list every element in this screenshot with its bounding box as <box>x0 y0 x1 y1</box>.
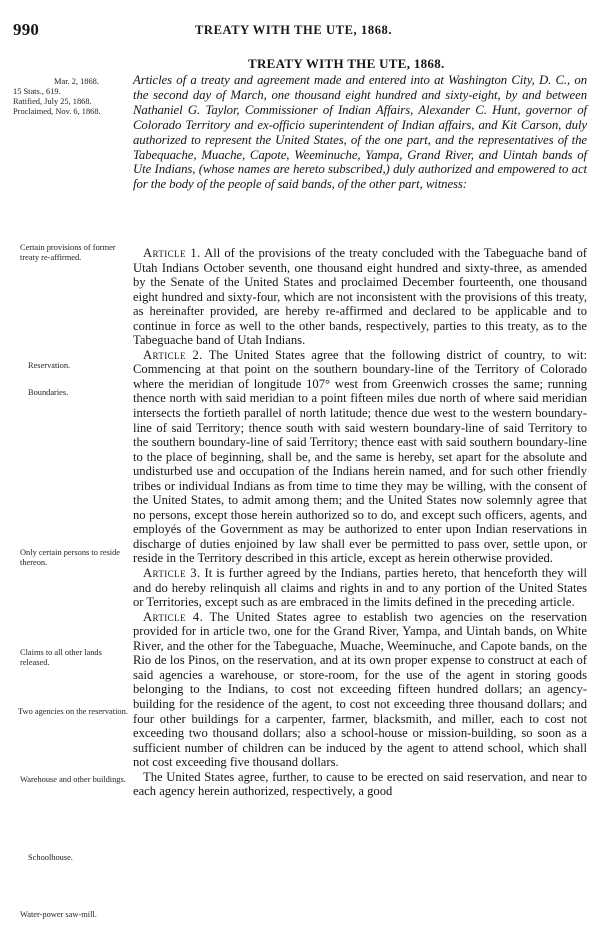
side-note: Two agencies on the reservation. <box>18 707 128 716</box>
page-number: 990 <box>13 20 40 39</box>
article-2 <box>133 348 587 566</box>
article-1 <box>133 246 587 348</box>
articles-body <box>133 246 587 799</box>
preamble-text: Articles of a treaty and agreement made and entered into at Washington City, D. C., on the second day of March, one thousand eight hundred and sixty-eight, by and between Nathaniel G. Taylor, Commissioner of Indian Affairs, Alexander C. Hunt, governor of Colorado Territory and ex-officio superintendent of Indian affairs, and Kit Carson, duly authorized to represent the United States, of the one part, and the representatives of the Tabequache, Muache, Capote, Weeminuche, Yampa, Grand River, and Uintah bands of Ute Indians, (whose names are hereto subscribed,) duly authorized and empowered to act for the body of the people of said bands, of the other part, witness: <box>133 73 587 192</box>
side-note: Reservation. <box>28 361 71 370</box>
running-head: TREATY WITH THE UTE, 1868. <box>195 23 393 37</box>
side-note: Schoolhouse. <box>28 853 73 862</box>
treaty-title: TREATY WITH THE UTE, 1868. <box>248 56 445 71</box>
article-text: The United States agree, further, to cause to be erected on said reservation, and near to each agency herein authorized, respectively, a good <box>133 769 587 799</box>
side-note: Certain provisions of former treaty re-affirmed. <box>20 243 116 262</box>
margin-ratified: Ratified, July 25, 1868. <box>13 97 92 106</box>
side-note: Boundaries. <box>28 388 69 397</box>
article-label: Article 3. <box>143 566 201 581</box>
side-note: Water-power saw-mill. <box>20 910 97 919</box>
article-text: All of the provisions of the treaty concluded with the Tabeguache band of Utah Indians October seventh, one thousand eight hundred and sixty-three, as amended by the Senate of the United States and proclaimed December fourteenth, one thousand eight hundred and sixty-four, which are not inconsistent with the provisions of this treaty, as hereinafter provided, are hereby re-affirmed and declared to be applicable and to continue in force as well to the other bands, respectively, parties to this treaty, as to the Tabeguache band of Utah Indians. <box>133 246 587 348</box>
article-label: Article 2. <box>143 347 203 362</box>
article-label: Article 1. <box>143 246 201 260</box>
page-header <box>0 20 600 40</box>
article-4 <box>133 610 587 770</box>
article-4-continued <box>133 770 587 799</box>
margin-proclaimed: Proclaimed, Nov. 6, 1868. <box>13 107 101 116</box>
side-note: Claims to all other lands released. <box>20 648 102 667</box>
margin-date: Mar. 2, 1868. <box>54 77 99 86</box>
margin-statute: 15 Stats., 619. <box>13 87 61 96</box>
article-text: The United States agree to establish two agencies on the reservation provided for in article two, one for the Grand River, Yampa, and Uintah bands, on White River, and the other for the Tabeguache, Muache, Weeminuche, and Capote bands, on the Rio de los Pinos, on the reservation, and at its own proper expense to construct at each of said agencies a warehouse, or store-room, for the use of the agent in storing goods belonging to the Indians, to cost not exceeding fifteen hundred dollars; an agency-building for the residence of the agent, to cost not exceeding three thousand dollars; and four other buildings for a carpenter, farmer, blacksmith, and miller, each to cost not exceeding two thousand dollars; also a school-house or mission-building, so soon as a sufficient number of children can be induced by the agent to attend school, which shall not cost exceeding five thousand dollars. <box>133 609 588 770</box>
side-note: Only certain persons to reside thereon. <box>20 548 121 567</box>
article-text: The United States agree that the following district of country, to wit: Commencing at that point on the southern boundary-line of the Territory of Colorado where the meridian of longitude 107° west from Greenwich crosses the same; running thence north with said meridian to a point fifteen miles due north of where said meridian intersects the fortieth parallel of north latitude; thence due west to the western boundary-line of said Territory; thence south with said western boundary-line of said Territory to the southern boundary-line of said Territory; thence east with said southern boundary-line to the place of beginning, shall be, and the same is hereby, set apart for the absolute and undisturbed use and occupation of the Indians herein named, and for such other friendly tribes or individual Indians as from time to time they may be willing, with the consent of the United States, to admit among them; and the United States now solemnly agree that no persons, except those herein authorized so to do, and except such officers, agents, and employés of the Government as may be authorized to enter upon Indian reservations in discharge of duties enjoined by law shall ever be permitted to pass over, settle upon, or reside in the Territory described in this article, except as herein otherwise provided. <box>133 347 587 566</box>
article-text: It is further agreed by the Indians, parties hereto, that henceforth they will and do hereby relinquish all claims and rights in and to any portion of the United States or Territories, except such as are embraced in the limits defined in the preceding article. <box>133 566 587 610</box>
article-3 <box>133 566 587 610</box>
margin-citation-block <box>13 77 125 117</box>
article-label: Article 4. <box>143 609 204 624</box>
preamble <box>133 73 587 192</box>
side-note: Warehouse and other buildings. <box>20 775 126 784</box>
